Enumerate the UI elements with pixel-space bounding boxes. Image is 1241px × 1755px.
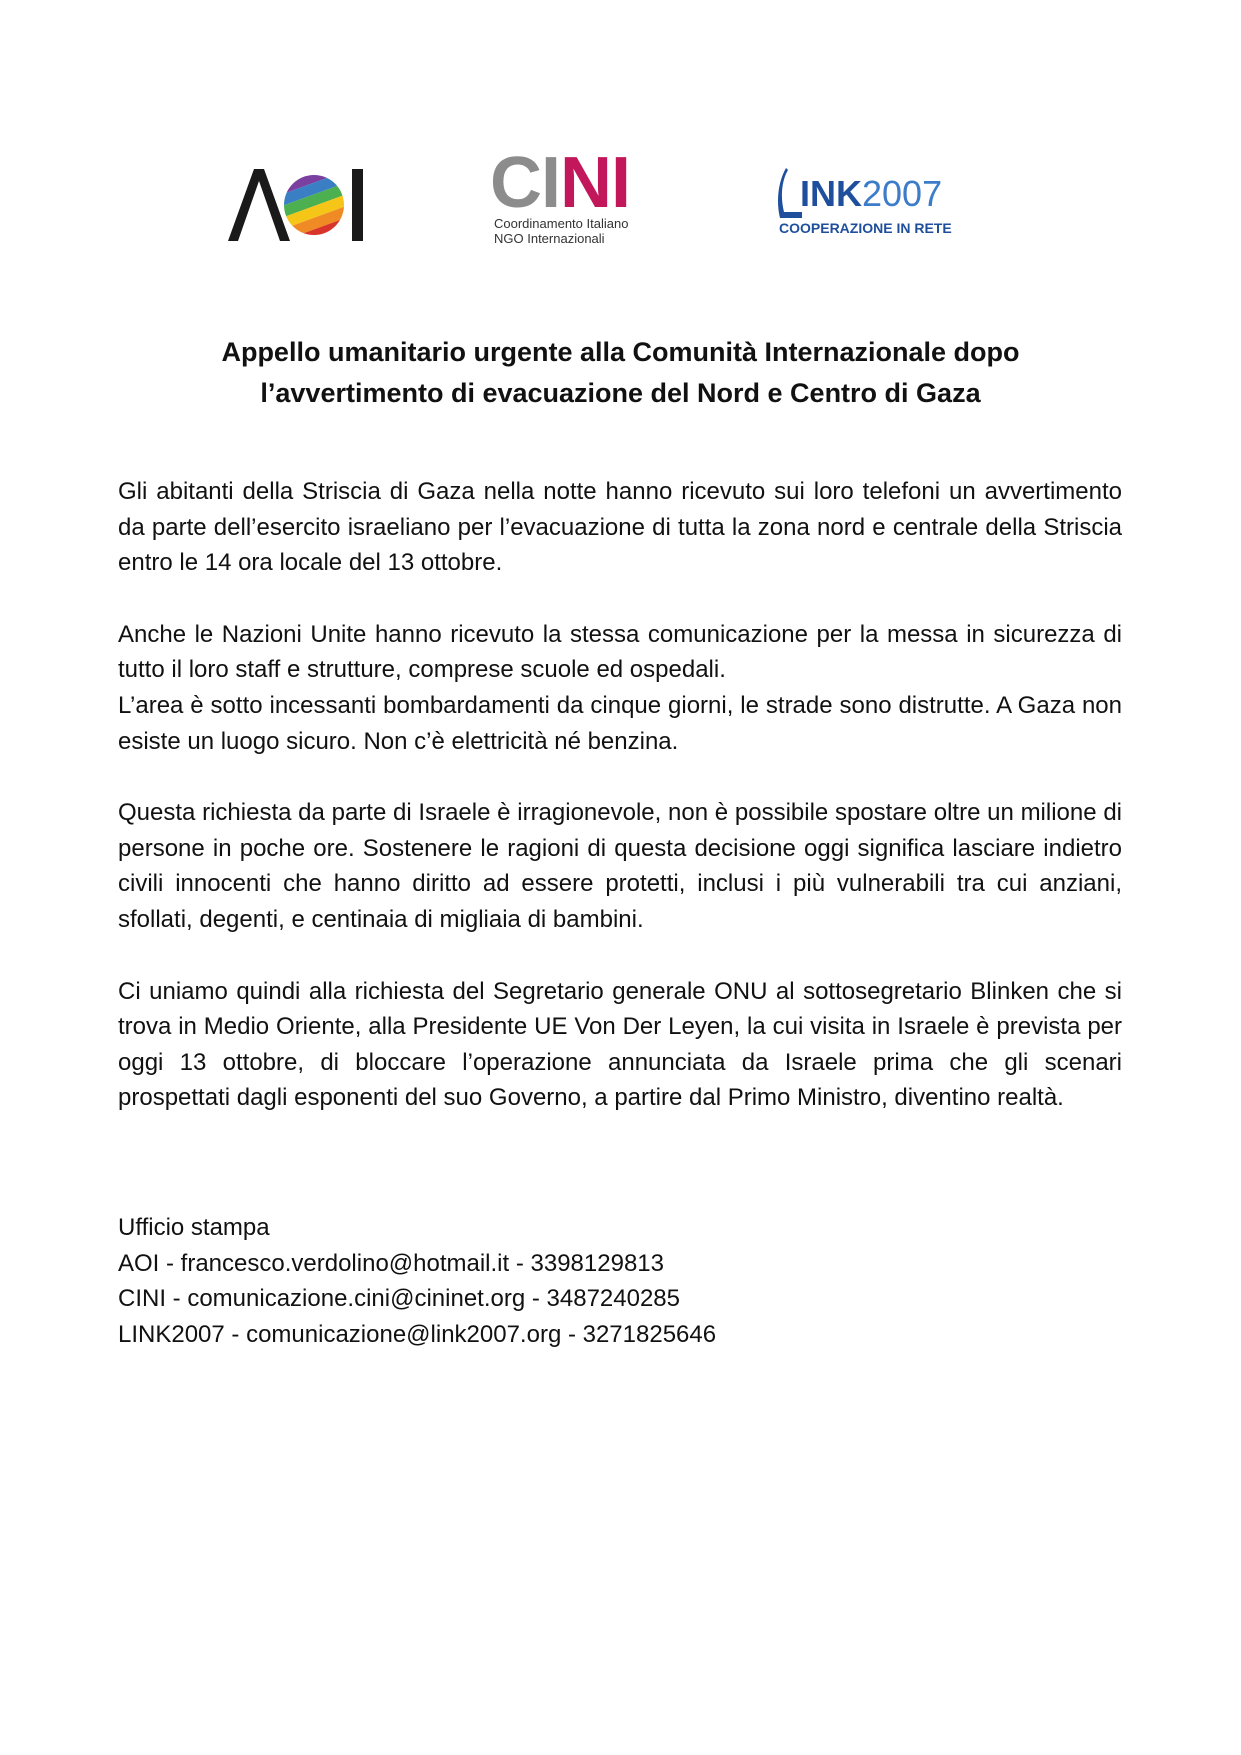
press-office xyxy=(118,1210,1018,1352)
aoi-logo xyxy=(228,165,366,243)
link-logo-wordmark xyxy=(800,172,942,216)
cini-logo xyxy=(490,143,660,248)
title-line-1: Appello umanitario urgente alla Comunità Internazionale dopo xyxy=(221,337,1020,367)
cini-logo-subtitle-1: Coordinamento Italiano xyxy=(494,216,629,231)
press-contact-aoi: AOI - francesco.verdolino@hotmail.it - 3398129813 xyxy=(118,1249,664,1277)
document-body xyxy=(118,474,1122,1152)
paragraph-2: Anche le Nazioni Unite hanno ricevuto la stessa comunicazione per la messa in sicurezza di tutto il loro staff e strutture, comprese scuole ed ospedali. xyxy=(118,620,1122,684)
title-line-2: l’avvertimento di evacuazione del Nord e Centro di Gaza xyxy=(260,378,981,408)
press-contact-cini: CINI - comunicazione.cini@cininet.org - 3487240285 xyxy=(118,1285,680,1313)
press-heading: Ufficio stampa xyxy=(118,1214,270,1241)
cini-logo-subtitle-2: NGO Internazionali xyxy=(494,231,605,246)
link-logo-subtitle: COOPERAZIONE IN RETE xyxy=(779,220,952,236)
link-logo-ink: INK xyxy=(800,173,862,214)
paragraph-4: Questa richiesta da parte di Israele è irragionevole, non è possibile spostare oltre un milione di persone in poche ore. Sostenere le ragioni di questa decisione oggi significa lasciare indietro civili innocenti che hanno diritto ad essere protetti, inclusi i più vulnerabili tra cui anziani, sfollati, degenti, e centinaia di migliaia di bambini. xyxy=(118,799,1122,933)
logo-bar xyxy=(0,130,1241,250)
link-logo-2007: 2007 xyxy=(862,173,943,214)
paragraph-3: L’area è sotto incessanti bombardamenti da cinque giorni, le strade sono distrutte. A Gaza non esiste un luogo sicuro. Non c’è elettricità né benzina. xyxy=(118,691,1122,755)
link2007-logo xyxy=(778,168,968,238)
cini-logo-ni: NI xyxy=(560,143,630,223)
document-title xyxy=(120,332,1121,414)
press-contact-link2007: LINK2007 - comunicazione@link2007.org - 3271825646 xyxy=(118,1320,717,1348)
paragraph-5: Ci uniamo quindi alla richiesta del Segretario generale ONU al sottosegretario Blinken che si trova in Medio Oriente, alla Presidente UE Von Der Leyen, la cui visita in Israele è prevista per oggi 13 ottobre, di bloccare l’operazione annunciata da Israele prima che gli scenari prospettati dagli esponenti del suo Governo, a partire dal Primo Ministro, diventino realtà. xyxy=(118,977,1122,1112)
cini-logo-wordmark xyxy=(490,143,660,223)
cini-logo-ci: CI xyxy=(490,143,560,223)
paragraph-1: Gli abitanti della Striscia di Gaza nella notte hanno ricevuto sui loro telefoni un avvertimento da parte dell’esercito israeliano per l’evacuazione di tutta la zona nord e centrale della Striscia entro le 14 ora locale del 13 ottobre. xyxy=(118,478,1122,577)
